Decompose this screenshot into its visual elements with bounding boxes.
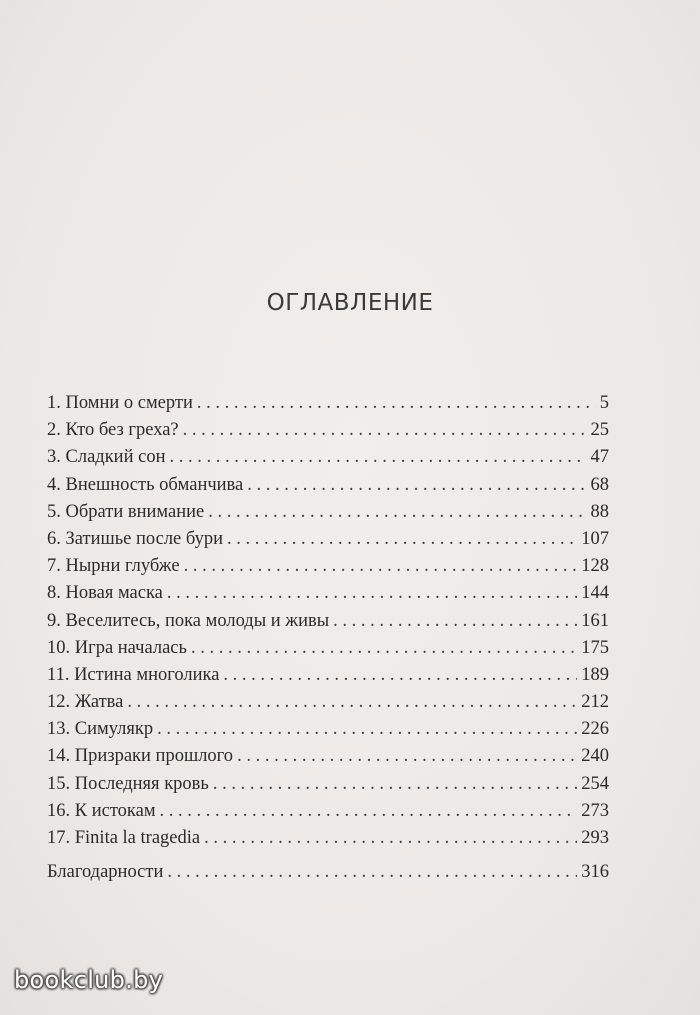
toc-entry-page: 273: [581, 800, 609, 821]
toc-entry-page: 128: [581, 556, 609, 577]
toc-entry: [47, 608, 609, 635]
toc-entry-label: 7. Нырни глубже: [47, 556, 180, 577]
toc-entry-page: 226: [581, 719, 609, 740]
toc-entry: [47, 444, 609, 471]
toc-entry-page: 189: [581, 664, 609, 685]
toc-leader-dots: [223, 662, 577, 689]
toc-entry: [47, 417, 609, 444]
toc-leader-dots: [191, 635, 577, 662]
toc-entry: [47, 689, 609, 716]
toc-entry: [47, 526, 609, 553]
toc-entry-label: 17. Finita la tragedia: [47, 828, 201, 848]
toc-entry-label: 6. Затишье после бури: [47, 528, 224, 549]
toc-leader-dots: [333, 608, 577, 635]
toc-entry: [47, 716, 609, 743]
toc-leader-dots: [213, 771, 577, 798]
toc-entry: [47, 662, 609, 689]
toc-leader-dots: [197, 390, 596, 417]
toc-entry-label: 16. К истокам: [47, 800, 156, 821]
toc-entry: [47, 859, 609, 886]
toc-entry-page: 88: [590, 501, 609, 522]
toc-entry-page: 47: [590, 447, 609, 468]
toc-entry: [47, 499, 609, 526]
toc-entry-label: Благодарности: [47, 862, 164, 883]
toc-entry-page: 25: [590, 420, 609, 441]
toc-entry: [47, 390, 609, 417]
toc-leader-dots: [157, 716, 577, 743]
toc-leader-dots: [204, 825, 577, 852]
toc-entry-label: 13. Симулякр: [47, 719, 154, 740]
toc-entry: [47, 743, 609, 770]
toc-entry-page: 161: [581, 610, 609, 631]
toc-entry-page: 293: [581, 828, 609, 848]
toc-list: [47, 390, 609, 886]
toc-entry-page: 316: [581, 862, 609, 883]
toc-entry-page: 5: [599, 393, 609, 413]
toc-leader-dots: [183, 417, 587, 444]
toc-leader-dots: [247, 472, 586, 499]
toc-entry: [47, 771, 609, 798]
toc-entry-label: 8. Новая маска: [47, 583, 163, 604]
toc-entry-label: 5. Обрати внимание: [47, 501, 205, 522]
toc-entry-page: 254: [581, 773, 609, 794]
toc-leader-dots: [227, 526, 577, 553]
watermark-logo: bookclub.by: [14, 966, 164, 994]
toc-leader-dots: [169, 444, 586, 471]
toc-entry: [47, 798, 609, 825]
toc-entry-label: 2. Кто без греха?: [47, 420, 179, 441]
toc-entry-label: 1. Помни о смерти: [47, 393, 193, 413]
toc-entry-label: 3. Сладкий сон: [47, 447, 166, 468]
toc-entry-label: 10. Игра началась: [47, 637, 187, 658]
toc-leader-dots: [167, 859, 577, 886]
toc-leader-dots: [184, 553, 578, 580]
toc-entry-label: 11. Истина многолика: [47, 664, 220, 685]
toc-entry-page: 144: [581, 583, 609, 604]
toc-entry: [47, 553, 609, 580]
toc-leader-dots: [208, 499, 586, 526]
toc-entry-page: 212: [581, 692, 609, 713]
toc-entry-page: 68: [590, 474, 609, 495]
toc-entry: [47, 580, 609, 607]
toc-title: ОГЛАВЛЕНИЕ: [266, 290, 434, 316]
toc-leader-dots: [237, 743, 577, 770]
toc-entry-page: 175: [581, 637, 609, 658]
toc-leader-dots: [167, 580, 577, 607]
toc-entry-label: 4. Внешность обманчива: [47, 474, 244, 495]
toc-entry-page: 107: [581, 528, 609, 549]
toc-entry-label: 12. Жатва: [47, 692, 124, 713]
toc-leader-dots: [160, 798, 578, 825]
toc-entry: [47, 825, 609, 852]
toc-entry-label: 14. Призраки прошлого: [47, 746, 234, 767]
toc-leader-dots: [127, 689, 577, 716]
toc-entry: [47, 635, 609, 662]
toc-entry-label: 15. Последняя кровь: [47, 773, 209, 794]
toc-entry: [47, 472, 609, 499]
toc-entry-page: 240: [581, 746, 609, 767]
toc-entry-label: 9. Веселитесь, пока молоды и живы: [47, 610, 330, 631]
